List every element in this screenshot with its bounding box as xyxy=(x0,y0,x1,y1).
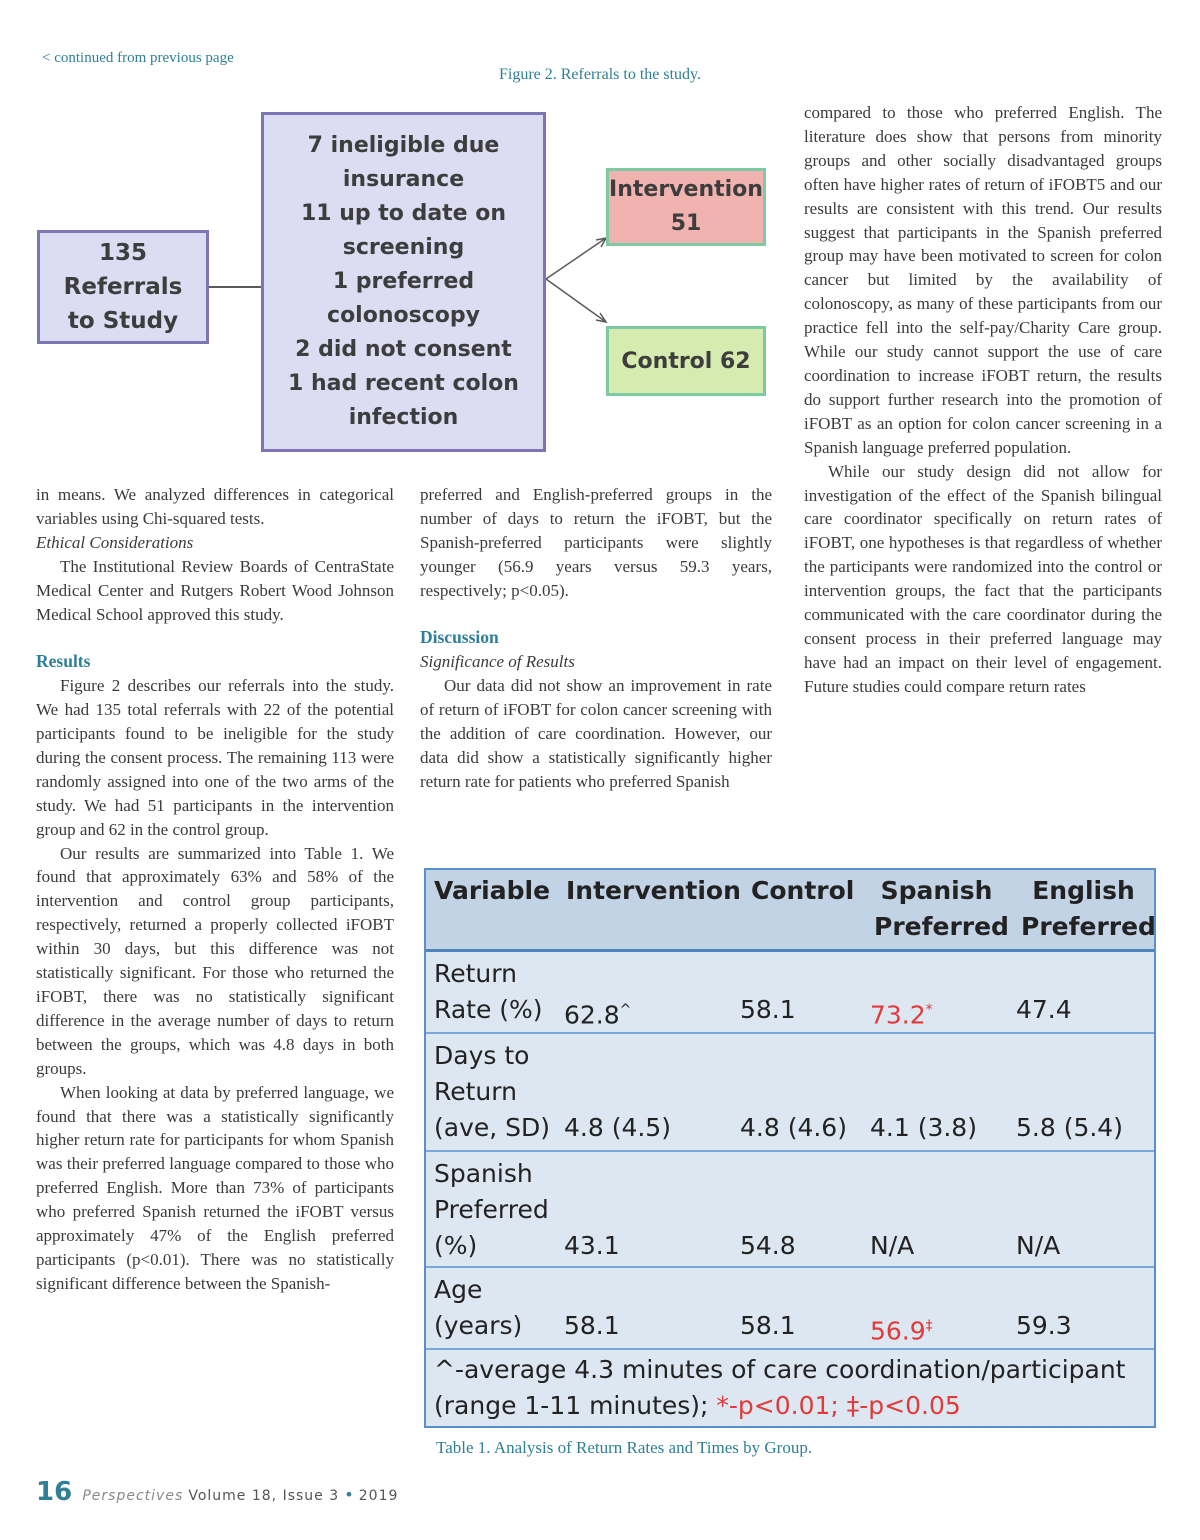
referrals-line: 135 Referrals xyxy=(63,240,183,300)
row-label-line: Days to xyxy=(434,1041,530,1070)
paragraph: While our study design did not allow for investigation of the effect of the Spanish bilingual care coordinator specifically on return rates of iFOBT, one hypotheses is that regardless of whether the participants were randomized into the control or intervention groups, the fact that the participants communicated with the care coordinator during the consent process in their preferred language may have had an impact on their level of engagement. Future studies could compare return rates xyxy=(804,461,1162,696)
ineligible-line: 1 preferred xyxy=(332,269,475,294)
arrow-to-control xyxy=(546,279,606,322)
control-box xyxy=(606,326,766,396)
referrals-line: to Study xyxy=(67,308,179,334)
results-table xyxy=(424,868,1156,1428)
value: 73.2 xyxy=(870,1000,926,1030)
cell-control: 58.1 xyxy=(740,995,796,1024)
header-spanish-line: Spanish xyxy=(880,876,993,905)
publication-year: 2019 xyxy=(358,1488,399,1504)
figure-caption: Figure 2. Referrals to the study. xyxy=(498,66,702,83)
row-label-line: Rate (%) xyxy=(434,995,543,1024)
cell-english: 5.8 (5.4) xyxy=(1016,1113,1123,1142)
arrow-to-intervention xyxy=(546,238,606,279)
table-row xyxy=(426,1152,1154,1268)
footer-bullet: • xyxy=(344,1485,354,1504)
ethics-heading: Ethical Considerations xyxy=(36,532,194,552)
discussion-heading: Discussion xyxy=(420,627,499,648)
table-row xyxy=(426,1268,1154,1350)
row-label xyxy=(434,956,543,1028)
table-row xyxy=(426,952,1154,1034)
cell-english: 59.3 xyxy=(1016,1311,1072,1340)
cell-spanish: 4.1 (3.8) xyxy=(870,1113,977,1142)
cell-control: 4.8 (4.6) xyxy=(740,1113,847,1142)
cell-intervention xyxy=(564,992,631,1033)
row-label-line: Preferred xyxy=(434,1195,549,1224)
header-spanish-line: Preferred xyxy=(874,912,1009,941)
header-spanish xyxy=(874,873,1009,945)
paragraph: Our results are summarized into Table 1. We found that approximately 63% and 58% of the intervention and control group participants, respectively, returned a properly collected iFOBT within 30 days, but this difference was not statistically significant. For those who returned the iFOBT, there was no statistically significant difference in the average number of days to return between the groups, which was 4.8 days in both groups. xyxy=(36,843,394,1078)
intervention-box xyxy=(606,168,766,246)
row-label xyxy=(434,1156,549,1264)
row-label-line: (years) xyxy=(434,1311,523,1340)
column-3 xyxy=(804,101,1162,699)
ineligible-line: 7 ineligible due xyxy=(307,133,500,158)
results-heading: Results xyxy=(36,651,91,672)
ineligible-line: insurance xyxy=(342,167,465,192)
table-caption: Table 1. Analysis of Return Rates and Times by Group. xyxy=(436,1438,813,1457)
ineligible-box xyxy=(261,112,546,452)
row-label-line: Age xyxy=(434,1275,483,1304)
table-footnote xyxy=(426,1350,1154,1426)
arrowhead-intervention xyxy=(596,238,606,247)
column-2 xyxy=(420,483,772,794)
ineligible-line: screening xyxy=(342,235,465,260)
footnote-significance: *-p<0.01; ‡-p<0.05 xyxy=(716,1391,961,1420)
cell-english: 47.4 xyxy=(1016,995,1072,1024)
value: 56.9 xyxy=(870,1316,926,1346)
footnote-mark: ^ xyxy=(619,1002,632,1018)
footnote-line-1: ^-average 4.3 minutes of care coordination/participant xyxy=(434,1355,1126,1384)
row-label-line: Return xyxy=(434,1077,517,1106)
row-label-line: Return xyxy=(434,959,517,988)
cell-spanish: N/A xyxy=(870,1231,915,1260)
header-control: Control xyxy=(751,876,855,905)
intervention-count: 51 xyxy=(670,211,702,236)
page-footer xyxy=(36,1477,398,1507)
volume-issue: Volume 18, Issue 3 xyxy=(188,1488,340,1504)
table-row xyxy=(426,1034,1154,1152)
paragraph: When looking at data by preferred language, we found that there was a statistically significantly higher return rate for participants for whom Spanish was their preferred language compared to those who preferred English. More than 73% of participants who preferred Spanish returned the iFOBT versus approximately 47% of the English preferred participants (p<0.01). There was no statistically significant difference between the Spanish- xyxy=(36,1082,394,1293)
cell-english: N/A xyxy=(1016,1231,1061,1260)
paragraph: Our data did not show an improvement in rate of return of iFOBT for colon cancer screening with the addition of care coordination. However, our data did show a statistically significantly higher return rate for patients who preferred Spanish xyxy=(420,676,772,791)
header-variable: Variable xyxy=(434,876,551,905)
value: 62.8 xyxy=(564,1000,620,1030)
ineligible-line: 2 did not consent xyxy=(295,337,512,362)
paragraph: preferred and English-preferred groups in the number of days to return the iFOBT, but the Spanish-preferred participants were slightly younger (56.9 years versus 59.3 years, respectively; p<0.05). xyxy=(420,485,772,600)
footnote-mark: * xyxy=(925,1002,933,1018)
cell-intervention: 4.8 (4.5) xyxy=(564,1113,671,1142)
cell-intervention: 58.1 xyxy=(564,1311,620,1340)
row-label-line: Spanish xyxy=(434,1159,533,1188)
cell-control: 54.8 xyxy=(740,1231,796,1260)
column-1 xyxy=(36,483,394,1296)
paragraph: compared to those who preferred English. The literature does show that persons from minority groups and other socially disadvantaged groups often have higher rates of return of iFOBT5 and our results are consistent with this trend. Our results suggest that participants in the Spanish preferred group may have been motivated to screen for colon cancer but limited by the availability of colonoscopy, as many of these participants from our practice fell into the self-pay/Charity Care group. While our study cannot support the use of care coordination to increase iFOBT return, the results do support further research into the promotion of iFOBT as an option for colon cancer screening in a Spanish language preferred population. xyxy=(804,103,1162,457)
header-english-line: English xyxy=(1032,876,1135,905)
paragraph: The Institutional Review Boards of CentraState Medical Center and Rutgers Robert Wood Johnson Medical School approved this study. xyxy=(36,556,394,624)
footnote-mark: ‡ xyxy=(925,1318,933,1334)
table-header-row xyxy=(426,870,1154,952)
ineligible-line: colonoscopy xyxy=(327,303,480,328)
row-label-line: (%) xyxy=(434,1231,478,1260)
cell-intervention: 43.1 xyxy=(564,1231,620,1260)
control-label: Control 62 xyxy=(621,348,751,374)
header-english-line: Preferred xyxy=(1021,912,1156,941)
cell-control: 58.1 xyxy=(740,1311,796,1340)
paragraph: in means. We analyzed differences in categorical variables using Chi-squared tests. xyxy=(36,485,394,528)
continued-note: < continued from previous page xyxy=(42,50,234,66)
significance-heading: Significance of Results xyxy=(420,652,575,672)
header-intervention: Intervention xyxy=(566,876,741,905)
row-label xyxy=(434,1038,550,1146)
intervention-label: Intervention xyxy=(609,177,763,202)
publication-name: Perspectives xyxy=(82,1488,184,1504)
footnote-line-2 xyxy=(434,1388,961,1424)
cell-spanish xyxy=(870,992,933,1033)
ineligible-line: infection xyxy=(348,405,459,430)
page-number: 16 xyxy=(36,1477,73,1507)
cell-spanish xyxy=(870,1308,933,1349)
footnote-range: (range 1-11 minutes); xyxy=(434,1391,709,1420)
paragraph: Figure 2 describes our referrals into the study. We had 135 total referrals with 22 of the potential participants found to be ineligible for the study during the consent process. The remaining 113 were randomly assigned into one of the two arms of the study. We had 51 participants in the intervention group and 62 in the control group. xyxy=(36,676,394,839)
ineligible-line: 1 had recent colon xyxy=(288,371,519,396)
row-label-line: (ave, SD) xyxy=(434,1113,551,1142)
row-label xyxy=(434,1272,522,1344)
ineligible-line: 11 up to date on xyxy=(300,201,507,226)
header-english xyxy=(1021,873,1156,945)
